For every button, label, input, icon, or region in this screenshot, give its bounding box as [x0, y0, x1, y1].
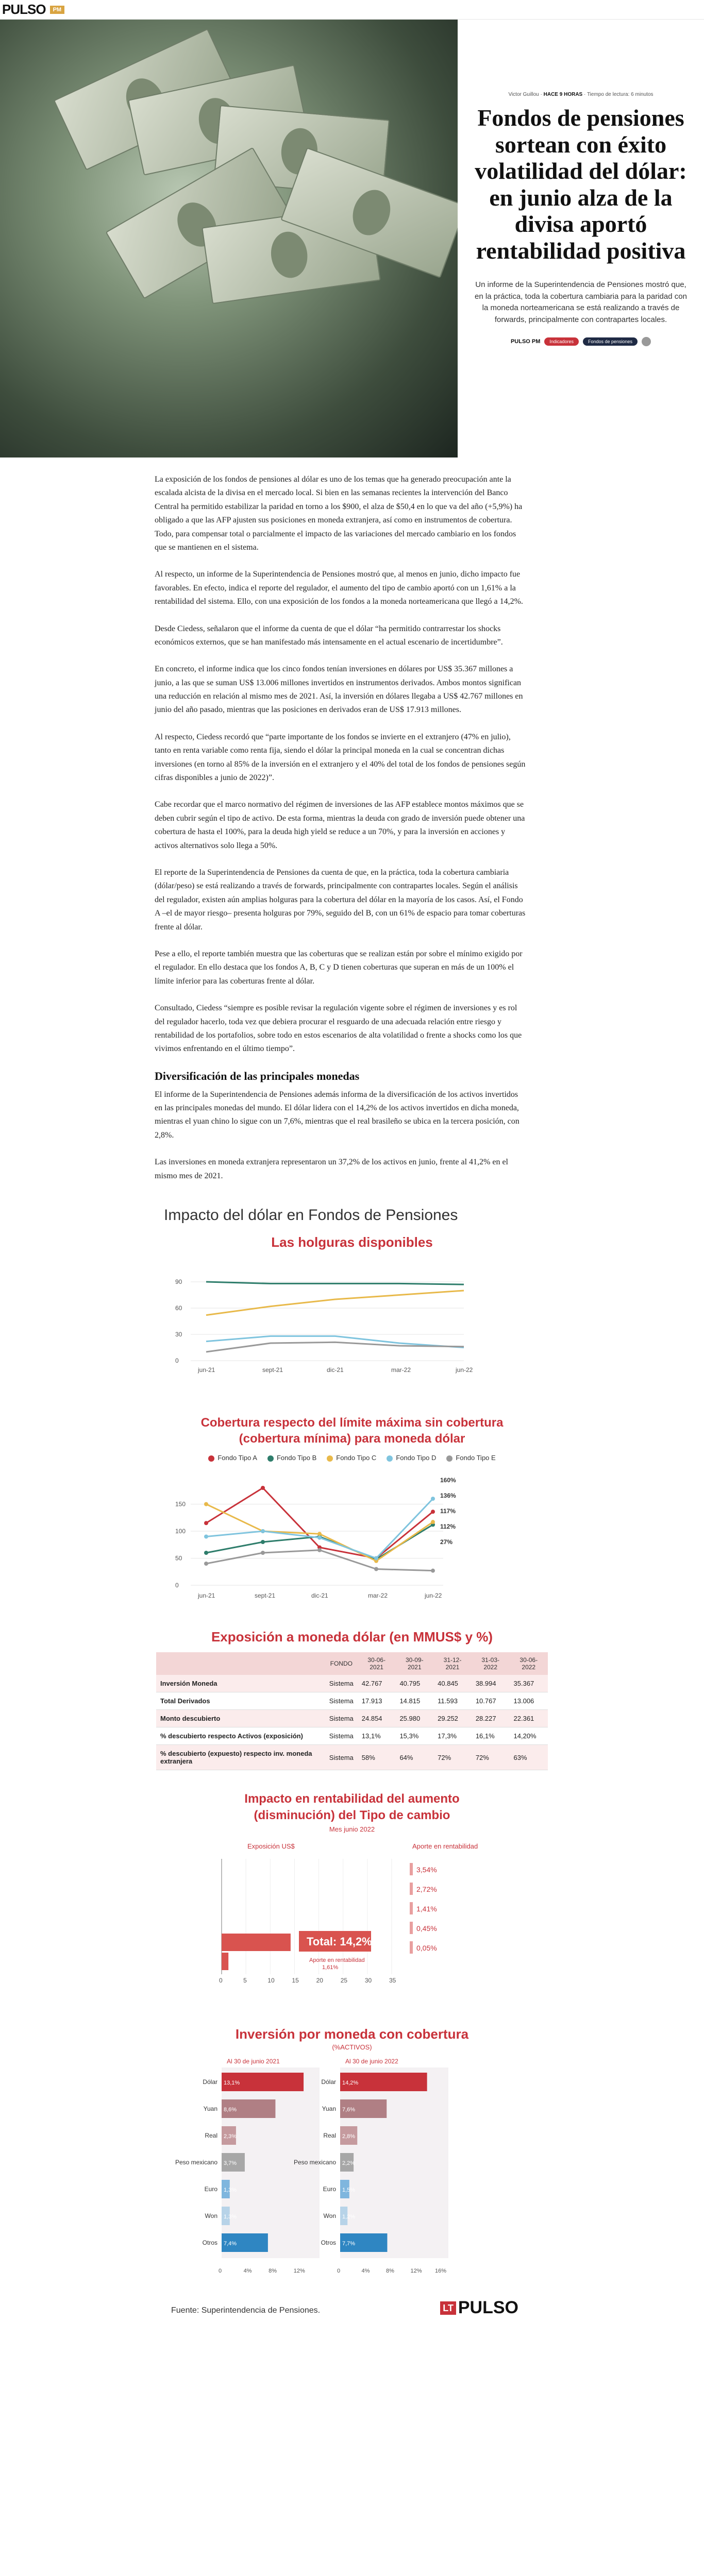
series-line-0 [206, 1282, 464, 1284]
legend-swatch [446, 1455, 452, 1462]
author[interactable]: Victor Guillou [508, 92, 539, 97]
data-point [317, 1536, 322, 1540]
bar-value-label: 14,2% [342, 2079, 359, 2086]
table-cell: 35.367 [510, 1675, 548, 1692]
hero-text [458, 20, 704, 457]
label-marker [410, 1941, 413, 1954]
legend-item [446, 1454, 495, 1462]
table-header: 30-09-2021 [395, 1652, 433, 1675]
data-point [261, 1551, 265, 1555]
infographic [0, 1196, 704, 2337]
series-line-3 [206, 1342, 464, 1352]
x-tick-label: sept-21 [255, 1592, 276, 1600]
total-label: Total: 14,2% [307, 1935, 372, 1948]
right-value-label: 2,72% [416, 1885, 437, 1893]
legend-label: Fondo Tipo E [456, 1454, 496, 1462]
x-tick-label: 8% [269, 2267, 277, 2274]
right-value-label: 0,05% [416, 1943, 437, 1952]
table-cell: 28.227 [472, 1710, 510, 1727]
table-cell: Sistema [325, 1692, 358, 1710]
series-line-1 [206, 1291, 464, 1315]
right-value-label: 1,41% [416, 1904, 437, 1913]
x-tick-label: 0 [219, 2267, 222, 2274]
x-tick-label: jun-21 [198, 1592, 215, 1600]
end-label: 160% [440, 1477, 456, 1484]
bar-value-label: 7,4% [224, 2240, 237, 2247]
legend-item [267, 1454, 316, 1462]
legend-swatch [267, 1455, 274, 1462]
paragraph: Consultado, Ciedess “siempre es posible revisar la regulación vigente sobre el régimen de inversiones y es rol del regulador hacerlo, toda vez que debiera procurar el resguardo de una adecuada relación entre riesgo y rentabilidad de los portafolios, sobre todo en estos escenarios de alta volatilidad o frente a shocks como los que vivimos enfrentando en el último tiempo”. [155, 1004, 522, 1054]
table-cell: 17.913 [358, 1692, 396, 1710]
legend-item [208, 1454, 257, 1462]
bar-value-label: 2,3% [224, 2133, 237, 2140]
x-tick-label: jun-22 [456, 1366, 473, 1374]
x-tick-label: 20 [316, 1976, 323, 1984]
table-cell: 15,3% [395, 1727, 433, 1745]
share-icon[interactable] [642, 337, 651, 346]
data-point [431, 1510, 435, 1514]
chart2-legend [0, 1454, 704, 1462]
table-row [156, 1692, 548, 1710]
category-label: Dólar [203, 2078, 217, 2086]
data-point [317, 1548, 322, 1552]
category-label: Real [205, 2131, 217, 2139]
x-tick-label: 35 [389, 1976, 396, 1984]
table-cell: 40.845 [433, 1675, 472, 1692]
x-tick-label: 12% [293, 2267, 305, 2274]
category-label: Yuan [322, 2105, 336, 2112]
bar-value-label: 3,7% [224, 2160, 237, 2166]
total-note: Aporte en rentabilidad [309, 1957, 365, 1963]
chart4-subtitle: Mes junio 2022 [329, 1825, 375, 1833]
bar [222, 1953, 228, 1970]
paragraph: Al respecto, Ciedess recordó que “parte importante de los fondos se invierte en el extranjero (47% en julio), tanto en renta variable como renta fija, siendo el dólar la principal moneda en la cual se concentran dichas inversiones (en torno al 85% de la inversión en el extranjero y el 40% del total de los fondos de pensiones según cifras disponibles a junio de 2022)”. [155, 732, 526, 783]
x-tick-label: sept-21 [262, 1366, 283, 1374]
data-point [317, 1532, 322, 1536]
right-label: Aporte en rentabilidad [412, 1842, 478, 1850]
table-cell: 72% [472, 1745, 510, 1770]
x-tick-label: mar-22 [368, 1592, 388, 1600]
publish-time: HACE 9 HORAS [543, 92, 583, 97]
y-tick-label: 0 [175, 1582, 179, 1589]
table-cell: 63% [510, 1745, 548, 1770]
x-tick-label: 0 [337, 2267, 341, 2274]
table-cell: Inversión Moneda [156, 1675, 325, 1692]
table-cell: Sistema [325, 1710, 358, 1727]
category-label: Real [323, 2131, 336, 2139]
bar-value-label: 7,7% [342, 2240, 356, 2247]
table-cell: 64% [395, 1745, 433, 1770]
series-line-4 [206, 1550, 433, 1571]
legend-item [387, 1454, 436, 1462]
table-cell: 38.994 [472, 1675, 510, 1692]
x-tick-label: jun-21 [198, 1366, 215, 1374]
bar-value-label: 1,5% [342, 2187, 356, 2193]
table-row [156, 1727, 548, 1745]
y-tick-label: 90 [175, 1278, 182, 1286]
bar-value-label: 1,3% [224, 2213, 237, 2220]
hero-image [0, 20, 458, 457]
series-line-1 [206, 1525, 433, 1560]
chart3-title: Exposición a moneda dólar (en MMUS$ y %) [211, 1629, 493, 1645]
table-cell: 42.767 [358, 1675, 396, 1692]
data-point [431, 1569, 435, 1573]
paragraph: En concreto, el informe indica que los cinco fondos tenían inversiones en dólares por US$ 35.367 millones a junio, a las que se suman US$ 13.006 millones invertidos en instrumentos derivados. Ambos montos significan una reducción en relación al mismo mes de 2021. Así, la inversión en dólares llegaba a US$ 42.767 millones en junio del año pasado, mientras que las posiciones en derivados eran de US$ 17.913 millones. [155, 665, 523, 715]
y-tick-label: 60 [175, 1304, 182, 1312]
panel-date: Al 30 de junio 2022 [345, 2057, 398, 2065]
category-label: Peso mexicano [175, 2158, 217, 2166]
paragraph: El informe de la Superintendencia de Pensiones además informa de la diversificación de los activos invertidos en las principales monedas del mundo. El dólar lidera con el 14,2% de los activos invertidos en dicha moneda, mientras el yuan chino lo sigue con un 7,6%, mientras que el real brasileño se ubica en la tercera posición, con 2,8%. [155, 1090, 519, 1140]
data-point [261, 1540, 265, 1544]
legend-swatch [387, 1455, 393, 1462]
table-header: 30-06-2021 [358, 1652, 396, 1675]
label-marker [410, 1902, 413, 1914]
category-label: Peso mexicano [293, 2158, 336, 2166]
data-point [431, 1520, 435, 1524]
bar-value-label: 13,1% [224, 2079, 240, 2086]
chart1-title: Las holguras disponibles [271, 1234, 433, 1250]
x-tick-label: 10 [267, 1976, 275, 1984]
table-header [156, 1652, 325, 1675]
x-tick-label: 0 [219, 1976, 223, 1984]
x-tick-label: dic-21 [327, 1366, 344, 1374]
category-label: Euro [323, 2185, 336, 2193]
infographic-title: Impacto del dólar en Fondos de Pensiones [164, 1207, 458, 1224]
chart-impacto [0, 1833, 704, 2003]
article-subtitle: Un informe de la Superintendencia de Pensiones mostró que, en la práctica, toda la cobertura cambiaria para la paridad con la moneda norteamericana se está realizando a través de forwards, principalmente con contrapartes locales. [475, 280, 687, 324]
table-cell: 29.252 [433, 1710, 472, 1727]
table-cell: 13.006 [510, 1692, 548, 1710]
chart4-title: Impacto en rentabilidad del aumento (disminución) del Tipo de cambio [244, 1792, 460, 1822]
left-label: Exposición US$ [247, 1842, 295, 1850]
table-cell: 10.767 [472, 1692, 510, 1710]
end-label: 112% [440, 1523, 456, 1531]
table-cell: Sistema [325, 1727, 358, 1745]
tag-fondos[interactable]: Fondos de pensiones [583, 337, 638, 346]
subheading: Diversificación de las principales monedas [155, 1069, 360, 1082]
category-label: Euro [204, 2185, 217, 2193]
table-cell: Total Derivados [156, 1692, 325, 1710]
label-marker [410, 1863, 413, 1875]
legend-label: Fondo Tipo C [336, 1454, 377, 1462]
legend-swatch [327, 1455, 333, 1462]
x-tick-label: 4% [243, 2267, 252, 2274]
data-point [431, 1497, 435, 1501]
table-cell: 58% [358, 1745, 396, 1770]
x-tick-label: 12% [410, 2267, 422, 2274]
category-label: Otros [321, 2239, 336, 2246]
table-row [156, 1745, 548, 1770]
table-cell: 11.593 [433, 1692, 472, 1710]
right-value-label: 0,45% [416, 1924, 437, 1933]
label-marker [410, 1883, 413, 1895]
article-body [0, 457, 704, 1183]
legend-label: Fondo Tipo A [217, 1454, 257, 1462]
table-cell: Sistema [325, 1745, 358, 1770]
pm-badge[interactable]: PM [50, 6, 65, 14]
bar-value-label: 1,3% [224, 2187, 237, 2193]
bar [222, 1934, 291, 1951]
table-cell: 24.854 [358, 1710, 396, 1727]
x-tick-label: 30 [364, 1976, 372, 1984]
x-tick-label: mar-22 [391, 1366, 411, 1374]
data-point [204, 1562, 208, 1566]
chart5-title: Inversión por moneda con cobertura [235, 2026, 469, 2042]
brand-logo: LT PULSO [440, 2298, 518, 2318]
table-row [156, 1675, 548, 1692]
category-label: Otros [202, 2239, 217, 2246]
paragraph: Desde Ciedess, señalaron que el informe da cuenta de que el dólar “ha permitido contrarrestar los shocks económicos externos, que se han manifestado más intensamente en el actual escenario de incertidumbre”. [155, 624, 503, 647]
table-row [156, 1710, 548, 1727]
table-cell: 25.980 [395, 1710, 433, 1727]
y-tick-label: 0 [175, 1357, 179, 1365]
right-value-label: 3,54% [416, 1865, 437, 1874]
bar-value-label: 7,6% [342, 2106, 356, 2113]
y-tick-label: 30 [175, 1331, 182, 1338]
table-cell: % descubierto respecto Activos (exposición) [156, 1727, 325, 1745]
x-tick-label: jun-22 [425, 1592, 442, 1600]
category-label: Won [205, 2212, 217, 2219]
top-bar [0, 0, 704, 20]
chart5-subtitle: (%ACTIVOS) [332, 2043, 372, 2051]
total-note-value: 1,61% [322, 1964, 339, 1971]
table-cell: Sistema [325, 1675, 358, 1692]
category-label: Dólar [321, 2078, 336, 2086]
data-point [261, 1486, 265, 1490]
article-meta: Victor Guillou · HACE 9 HORAS · Tiempo de lectura: 6 minutos [508, 92, 653, 97]
hero [0, 20, 704, 457]
x-tick-label: 5 [243, 1976, 247, 1984]
data-point [204, 1521, 208, 1526]
table-cell: 22.361 [510, 1710, 548, 1727]
panel-bg [340, 2067, 448, 2258]
chart-inversion-moneda [0, 2051, 704, 2293]
x-tick-label: 15 [292, 1976, 299, 1984]
table-cell: Monto descubierto [156, 1710, 325, 1727]
label-marker [410, 1922, 413, 1934]
legend-item [327, 1454, 376, 1462]
data-point [204, 1551, 208, 1555]
y-tick-label: 150 [175, 1500, 186, 1508]
table-header: 31-12-2021 [433, 1652, 472, 1675]
bar-value-label: 8,6% [224, 2106, 237, 2113]
exposure-table [156, 1652, 548, 1770]
legend-swatch [208, 1455, 214, 1462]
panel-date: Al 30 de junio 2021 [227, 2057, 280, 2065]
end-label: 117% [440, 1507, 456, 1515]
table-cell: 40.795 [395, 1675, 433, 1692]
article-title: Fondos de pensiones sortean con éxito volatilidad del dólar: en junio alza de la divisa aportó rentabilidad positiva [475, 105, 687, 264]
tag-row [473, 337, 689, 346]
paragraph: Pese a ello, el reporte también muestra que las coberturas que se realizan están por sobre el mínimo exigido por el regulador. En ello destaca que los fondos A, B, C y D tienen coberturas que superan en más de un 100% el límite inferior para las coberturas frente al dólar. [155, 949, 523, 986]
x-tick-label: 4% [361, 2267, 370, 2274]
table-cell: 13,1% [358, 1727, 396, 1745]
data-point [204, 1502, 208, 1506]
table-cell: 16,1% [472, 1727, 510, 1745]
paragraph: El reporte de la Superintendencia de Pensiones da cuenta de que, en la práctica, toda la cobertura cambiaria (dólar/peso) se está realizando a través de forwards, principalmente con contrapartes locales. Según el análisis del regulador, existen aún amplias holguras para la cobertura del dólar en la mayoría de los casos. Así, el Fondo A –el de mayor riesgo– presenta holguras por 79%, seguido del B, con un 61% de espacio para tomar coberturas frente al dólar. [155, 868, 526, 931]
x-tick-label: 25 [340, 1976, 348, 1984]
paragraph: La exposición de los fondos de pensiones al dólar es uno de los temas que ha generado preocupación ante la escalada alcista de la divisa en el mercado local. Si bien en las semanas recientes la intervención del Banco Central ha permitido estabilizar la paridad en torno a los $900, el alza de $50,4 en lo que va del año (+5,9%) ha obligado a que las AFP ajusten sus posiciones en moneda extranjera, así como en instrumentos de cobertura. Todo, para compensar total o parcialmente el impacto de las variaciones del mercado cambiario en los fondos que se mantienen en el sistema. [155, 475, 523, 552]
legend-label: Fondo Tipo D [396, 1454, 437, 1462]
bar-value-label: 2,8% [342, 2133, 356, 2140]
table-cell: % descubierto (expuesto) respecto inv. moneda extranjera [156, 1745, 325, 1770]
data-point [204, 1535, 208, 1539]
end-label: 27% [440, 1538, 453, 1546]
paragraph: Las inversiones en moneda extranjera representaron un 37,2% de los activos en junio, frente al 41,2% en el mismo mes de 2021. [155, 1158, 508, 1180]
end-label: 136% [440, 1492, 456, 1500]
site-logo[interactable]: PULSO [2, 2, 46, 17]
data-point [374, 1567, 378, 1571]
paragraph: Al respecto, un informe de la Superintendencia de Pensiones mostró que, al menos en junio, dicho impacto fue favorables. En efecto, indica el reporte del regulador, el aumento del tipo de cambio aportó con un 1,61% a la rentabilidad del sistema. Ello, con una exposición de los fondos a la moneda norteamericana que llegó a 14,2%. [155, 570, 523, 606]
bar-value-label: 1,2% [342, 2213, 356, 2220]
table-header: 30-06-2022 [510, 1652, 548, 1675]
chart2-title: Cobertura respecto del límite máxima sin cobertura (cobertura mínima) para moneda dólar [200, 1416, 504, 1446]
source-note: Fuente: Superintendencia de Pensiones. [171, 2306, 321, 2315]
table-cell: 14,20% [510, 1727, 548, 1745]
bar-value-label: 2,2% [342, 2160, 356, 2166]
data-point [261, 1529, 265, 1533]
chart-cobertura [0, 1467, 704, 1611]
table-cell: 72% [433, 1745, 472, 1770]
table-header: 31-03-2022 [472, 1652, 510, 1675]
tag-indicadores[interactable]: Indicadores [544, 337, 579, 346]
paragraph: Cabe recordar que el marco normativo del régimen de inversiones de las AFP establece montos máximos que se deben cubrir según el tipo de activo. De esta forma, mientras la deuda con grado de inversión puede obtener una cobertura de hasta el 100%, para la deuda high yield se reduce a un 70%, y para la inversión en acciones y activos alternativos solo llega a 50%. [155, 800, 525, 850]
y-tick-label: 100 [175, 1528, 186, 1535]
legend-label: Fondo Tipo B [276, 1454, 317, 1462]
chart-holguras [0, 1258, 704, 1392]
category-label: Won [323, 2212, 336, 2219]
table-header: FONDO [325, 1652, 358, 1675]
table-cell: 14.815 [395, 1692, 433, 1710]
tag-pulso-pm[interactable]: PULSO PM [510, 338, 541, 345]
y-tick-label: 50 [175, 1554, 182, 1562]
data-point [374, 1556, 378, 1561]
table-cell: 17,3% [433, 1727, 472, 1745]
category-label: Yuan [203, 2105, 217, 2112]
x-tick-label: dic-21 [311, 1592, 328, 1600]
x-tick-label: 16% [435, 2267, 447, 2274]
reading-time: Tiempo de lectura: 6 minutos [586, 92, 653, 97]
x-tick-label: 8% [386, 2267, 394, 2274]
